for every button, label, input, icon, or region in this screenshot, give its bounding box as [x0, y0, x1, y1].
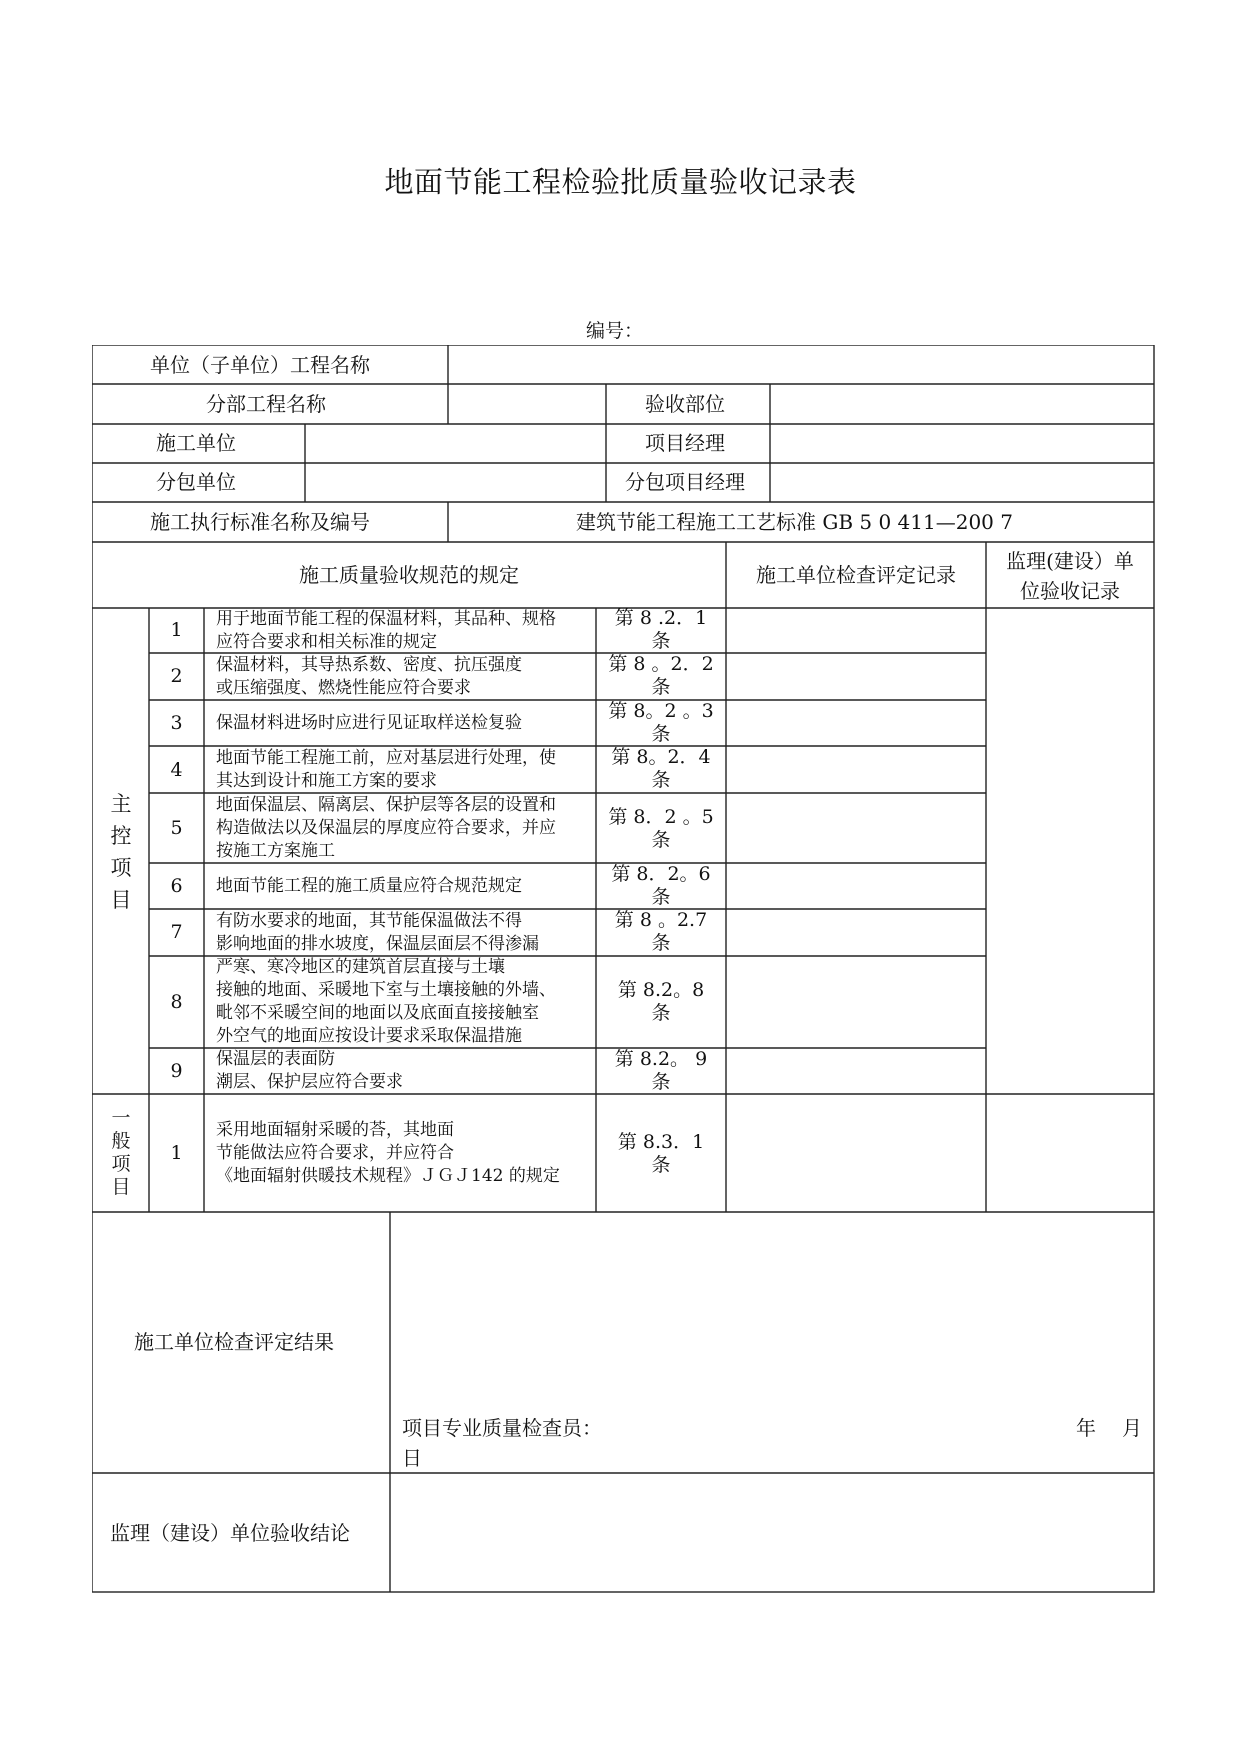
item-no: 4 [170, 759, 183, 781]
item-clause: 第 8．2。6 [611, 863, 711, 885]
item-desc-line: 保温材料，其导热系数、密度、抗压强度 [216, 655, 522, 675]
col-header-supervisor-record-1: 监理(建设）单 [1006, 549, 1134, 573]
item-desc-line: 按施工方案施工 [216, 841, 335, 861]
col-header-contractor-record: 施工单位检查评定记录 [756, 563, 956, 587]
item-clause: 条 [651, 676, 671, 698]
item-clause: 第 8.3．1 [617, 1131, 705, 1153]
item-clause: 第 8 .2．1 [614, 607, 708, 629]
item-desc-line: 地面节能工程的施工质量应符合规范规定 [216, 876, 522, 896]
contractor-result-label: 施工单位检查评定结果 [134, 1330, 334, 1354]
sub-project-name-label: 分部工程名称 [206, 392, 326, 416]
item-desc-line: 其达到设计和施工方案的要求 [216, 771, 437, 791]
item-desc-line: 用于地面节能工程的保温材料，其品种、规格 [216, 609, 556, 629]
sub-project-manager-label: 分包项目经理 [625, 470, 745, 494]
item-clause: 条 [651, 630, 671, 652]
subcontractor-label: 分包单位 [156, 470, 236, 494]
item-clause: 第 8.2。 9 [614, 1048, 708, 1070]
standard-label: 施工执行标准名称及编号 [150, 510, 370, 534]
unit-project-name-label: 单位（子单位）工程名称 [150, 353, 370, 377]
item-desc-line: 构造做法以及保温层的厚度应符合要求，并应 [216, 818, 556, 838]
acceptance-form-table [92, 345, 1155, 1593]
item-clause: 第 8。2．4 [611, 746, 711, 768]
col-header-supervisor-record-2: 位验收记录 [1020, 579, 1120, 603]
year-label: 年 [1076, 1416, 1096, 1440]
item-desc-line: 《地面辐射供暖技术规程》ＪＧＪ142 的规定 [216, 1166, 560, 1186]
quality-inspector-label: 项目专业质量检查员： [402, 1416, 602, 1440]
item-desc-line: 保温层的表面防 [216, 1049, 335, 1069]
item-desc-line: 或压缩强度、燃烧性能应符合要求 [216, 678, 471, 698]
item-no: 3 [170, 712, 183, 734]
doc-number-label: 编号： [586, 320, 644, 342]
contractor-label: 施工单位 [156, 431, 236, 455]
item-clause: 条 [651, 769, 671, 791]
item-desc-line: 毗邻不采暖空间的地面以及底面直接接触室 [216, 1003, 539, 1023]
item-desc-line: 节能做法应符合要求，并应符合 [216, 1143, 454, 1163]
item-desc-line: 地面节能工程施工前，应对基层进行处理，使 [216, 748, 556, 768]
day-label: 日 [402, 1446, 422, 1470]
item-clause: 第 8。2 。3 [608, 700, 714, 722]
project-manager-label: 项目经理 [645, 431, 725, 455]
month-label: 月 [1122, 1416, 1142, 1440]
item-no: 8 [170, 991, 183, 1013]
item-desc-line: 严寒、寒冷地区的建筑首层直接与土壤 [216, 957, 505, 977]
col-header-spec: 施工质量验收规范的规定 [299, 563, 519, 587]
item-clause: 条 [651, 829, 671, 851]
item-desc-line: 影响地面的排水坡度，保温层面层不得渗漏 [216, 934, 539, 954]
item-no: 7 [170, 921, 183, 943]
acceptance-part-label: 验收部位 [645, 392, 725, 416]
main-control-label: 主 控 项 目 [110, 792, 132, 912]
item-no: 9 [170, 1060, 183, 1082]
item-desc-line: 外空气的地面应按设计要求采取保温措施 [216, 1026, 522, 1046]
item-desc-line: 有防水要求的地面，其节能保温做法不得 [216, 911, 522, 931]
item-no: 1 [170, 619, 183, 641]
item-desc-line: 采用地面辐射采暖的荅，其地面 [216, 1120, 454, 1140]
item-clause: 条 [651, 1002, 671, 1024]
item-desc-line: 应符合要求和相关标准的规定 [216, 632, 437, 652]
item-desc-line: 保温材料进场时应进行见证取样送检复验 [216, 713, 522, 733]
page-title: 地面节能工程检验批质量验收记录表 [384, 165, 857, 199]
item-desc-line: 接触的地面、采暖地下室与土壤接触的外墙、 [216, 980, 556, 1000]
item-no: 5 [170, 817, 183, 839]
item-clause: 条 [651, 1071, 671, 1093]
item-desc-line: 潮层、保护层应符合要求 [216, 1072, 403, 1092]
item-clause: 条 [651, 932, 671, 954]
supervisor-conclusion-label: 监理（建设）单位验收结论 [110, 1521, 350, 1545]
item-clause: 第 8 。2．2 [608, 653, 714, 675]
standard-value: 建筑节能工程施工工艺标准 GB 5 0 411—200 7 [576, 510, 1013, 534]
item-clause: 条 [651, 1154, 671, 1176]
item-desc-line: 地面保温层、隔离层、保护层等各层的设置和 [216, 795, 556, 815]
item-no: 6 [170, 875, 183, 897]
item-clause: 条 [651, 723, 671, 745]
item-clause: 条 [651, 886, 671, 908]
item-no: 1 [170, 1142, 183, 1164]
item-clause: 第 8．2 。5 [608, 806, 714, 828]
item-clause: 第 8.2。8 [617, 979, 705, 1001]
item-clause: 第 8 。2.7 [614, 909, 708, 931]
general-items-label: 一 般 项 目 [111, 1107, 131, 1198]
item-no: 2 [170, 665, 183, 687]
